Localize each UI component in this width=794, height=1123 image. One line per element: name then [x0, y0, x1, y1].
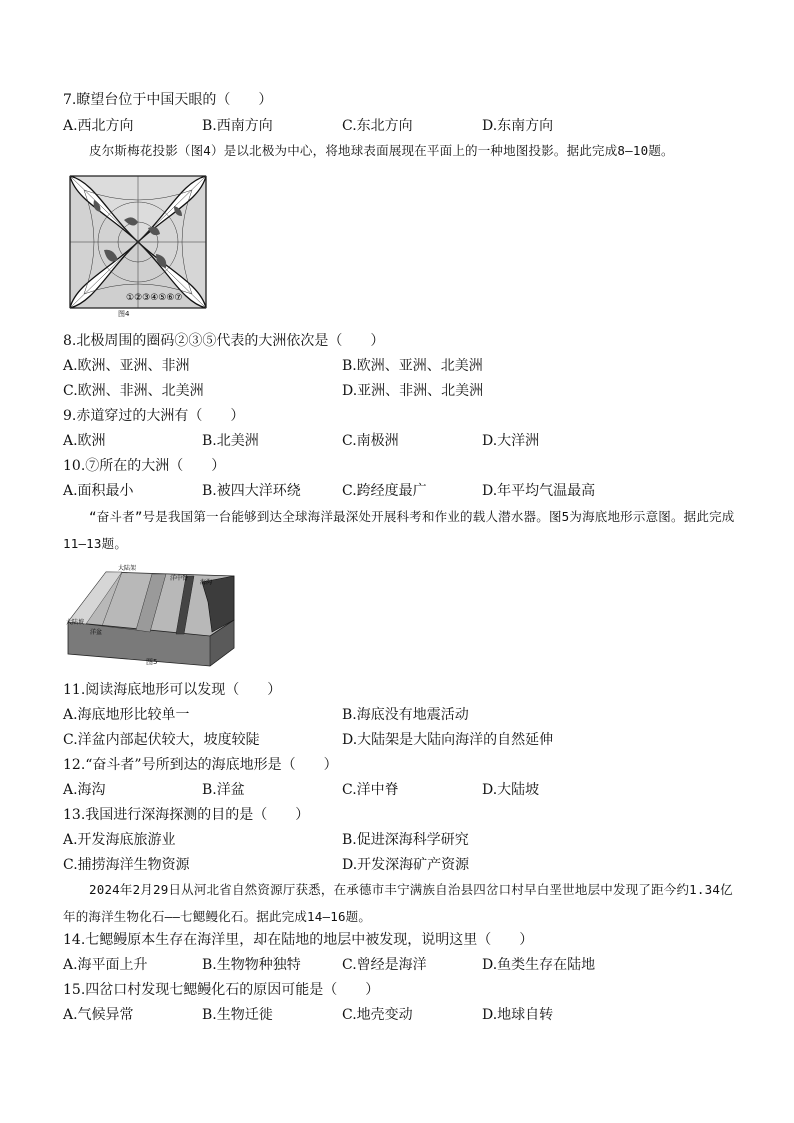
q11-stem: 11.阅读海底地形可以发现（ ） [63, 682, 282, 698]
q15-stem: 15.四岔口村发现七鳃鳗化石的原因可能是（ ） [63, 982, 380, 998]
q13-option-a: A.开发海底旅游业 [63, 832, 176, 848]
q14-option-d: D.鱼类生存在陆地 [482, 957, 596, 973]
q13-stem: 13.我国进行深海探测的目的是（ ） [63, 807, 310, 823]
intro-14-16: 2024年2月29日从河北省自然资源厅获悉，在承德市丰宁满族自治县四岔口村早白垩世地层中发现了距今约1.34亿年的海洋生物化石——七鳃鳗化石。据此完成14—16题。 [63, 882, 733, 924]
q8-option-d: D.亚洲、非洲、北美洲 [342, 383, 484, 399]
q8-option-c: C.欧洲、非洲、北美洲 [63, 383, 204, 399]
q10-option-b: B.被四大洋环绕 [202, 483, 301, 499]
q7-option-a: A.西北方向 [63, 118, 134, 134]
q14-stem: 14.七鳃鳗原本生存在海洋里，却在陆地的地层中被发现，说明这里（ ） [63, 932, 534, 948]
q7-stem: 7.瞭望台位于中国天眼的（ ） [63, 92, 273, 108]
label-basin: 洋盆 [90, 629, 103, 636]
intro-11-13: “奋斗者”号是我国第一台能够到达全球海洋最深处开展科考和作业的载人潜水器。图5为海底地形示意图。据此完成11—13题。 [63, 509, 735, 551]
q9-option-b: B.北美洲 [202, 433, 259, 449]
q14-option-a: A.海平面上升 [63, 957, 148, 973]
q7-option-b: B.西南方向 [202, 118, 273, 134]
q9-stem: 9.赤道穿过的大洲有（ ） [63, 408, 245, 424]
figure-5-caption: 图5 [146, 658, 158, 666]
label-slope: 大陆坡 [66, 619, 85, 626]
q12-stem: 12.“奋斗者”号所到达的海底地形是（ ） [63, 757, 338, 773]
q7-option-d: D.东南方向 [482, 118, 554, 134]
q10-stem: 10.⑦所在的大洲（ ） [63, 458, 226, 474]
q11-option-d: D.大陆架是大陆向海洋的自然延伸 [342, 732, 554, 748]
q12-option-d: D.大陆坡 [482, 782, 540, 798]
q12-option-a: A.海沟 [63, 782, 106, 798]
q9-option-c: C.南极洲 [342, 433, 399, 449]
q11-option-c: C.洋盆内部起伏较大，坡度较陡 [63, 732, 260, 748]
q15-option-b: B.生物迁徙 [202, 1007, 273, 1023]
intro-8-10: 皮尔斯梅花投影（图4）是以北极为中心，将地球表面展现在平面上的一种地图投影。据此完成8—10题。 [89, 143, 674, 158]
label-ridge: 洋中脊 [170, 575, 189, 582]
figure-4-caption: 图4 [118, 310, 130, 318]
q15-option-c: C.地壳变动 [342, 1007, 413, 1023]
q13-option-d: D.开发深海矿产资源 [342, 857, 470, 873]
q15-option-d: D.地球自转 [482, 1007, 554, 1023]
q14-option-b: B.生物物种独特 [202, 957, 301, 973]
q14-option-c: C.曾经是海洋 [342, 957, 427, 973]
figure-4-labels: ①②③④⑤⑥⑦ [126, 293, 183, 303]
q12-option-b: B.洋盆 [202, 782, 245, 798]
q10-option-a: A.面积最小 [63, 483, 134, 499]
q15-option-a: A.气候异常 [63, 1007, 134, 1023]
q7-option-c: C.东北方向 [342, 118, 413, 134]
q9-option-a: A.欧洲 [63, 433, 106, 449]
q11-option-b: B.海底没有地震活动 [342, 707, 469, 723]
q10-option-d: D.年平均气温最高 [482, 483, 596, 499]
q8-stem: 8.北极周围的圈码②③⑤代表的大洲依次是（ ） [63, 333, 385, 349]
q8-option-a: A.欧洲、亚洲、非洲 [63, 358, 190, 374]
q11-option-a: A.海底地形比较单一 [63, 707, 190, 723]
figure-4-flower-projection [64, 170, 212, 315]
q12-option-c: C.洋中脊 [342, 782, 399, 798]
q13-option-c: C.捕捞海洋生物资源 [63, 857, 190, 873]
q13-option-b: B.促进深海科学研究 [342, 832, 469, 848]
q10-option-c: C.跨经度最广 [342, 483, 427, 499]
q9-option-d: D.大洋洲 [482, 433, 540, 449]
label-trench: 海沟 [200, 579, 213, 586]
label-shelf: 大陆架 [118, 565, 137, 572]
figure-5-seafloor-diagram [62, 562, 238, 668]
q8-option-b: B.欧洲、亚洲、北美洲 [342, 358, 483, 374]
